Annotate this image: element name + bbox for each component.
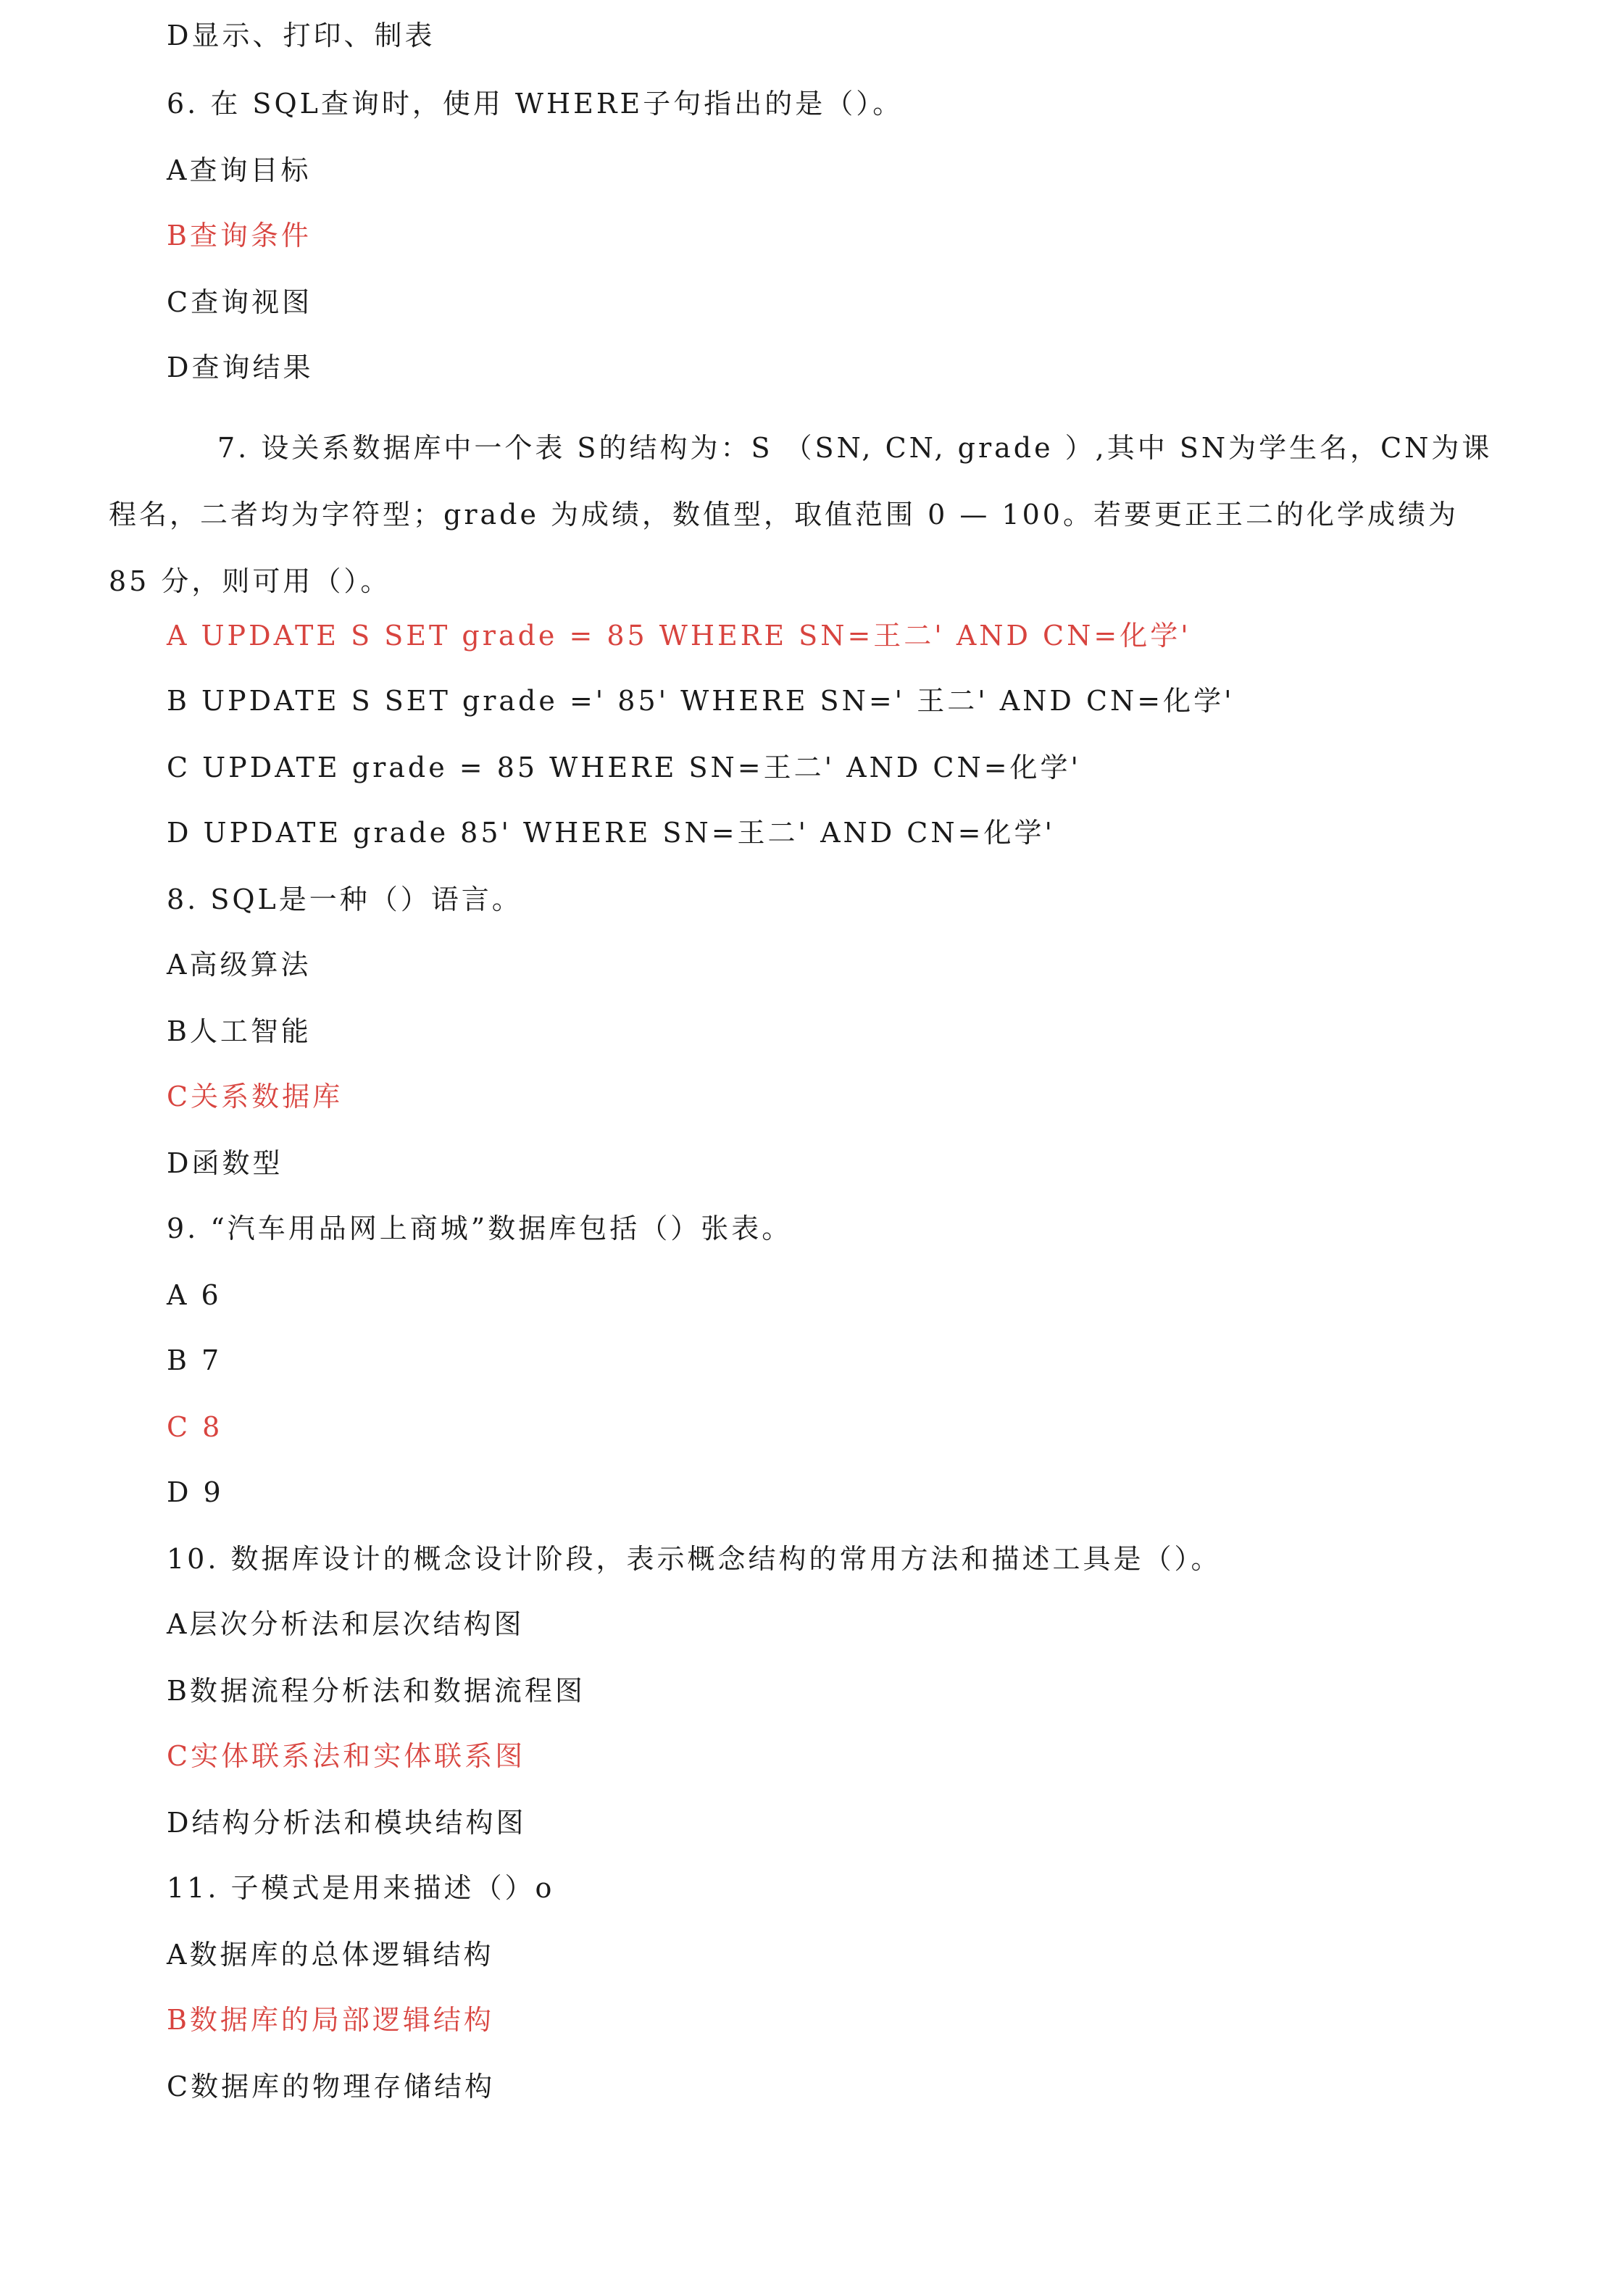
q9-option-c-answer: C 8 <box>167 1411 223 1443</box>
question-8: 8. SQL是一种（）语言。 <box>167 883 522 915</box>
q8-option-a: A高级算法 <box>167 949 312 981</box>
q10-option-a: A层次分析法和层次结构图 <box>167 1608 525 1640</box>
q8-option-c-answer: C关系数据库 <box>167 1081 343 1112</box>
q7-option-d: D UPDATE grade 85' WHERE SN=王二' AND CN=化学' <box>167 817 1055 849</box>
q7-option-c: C UPDATE grade = 85 WHERE SN=王二' AND CN=化学' <box>167 752 1081 783</box>
q6-option-a: A查询目标 <box>167 154 312 186</box>
q9-option-b: B 7 <box>167 1344 222 1376</box>
q7-option-a-answer: A UPDATE S SET grade = 85 WHERE SN=王二' AND CN=化学' <box>167 620 1191 652</box>
question-11: 11. 子模式是用来描述（）o <box>167 1872 555 1904</box>
q9-option-d: D 9 <box>167 1476 224 1508</box>
q6-option-b-answer: B查询条件 <box>167 220 312 251</box>
q11-option-a: A数据库的总体逻辑结构 <box>167 1939 494 1971</box>
q11-option-b-answer: B数据库的局部逻辑结构 <box>167 2004 494 2036</box>
q6-option-c: C查询视图 <box>167 286 313 318</box>
q10-option-c-answer: C实体联系法和实体联系图 <box>167 1740 526 1772</box>
q9-option-a: A 6 <box>167 1279 222 1311</box>
question-7: 7. 设关系数据库中一个表 S的结构为：S （SN, CN, grade ）,其中 SN为学生名，CN为课程名，二者均为字符型；grade 为成绩，数值型，取值范围 0 — 100。若要更正王二的化学成绩为 85 分，则可用（）。 <box>109 432 1493 597</box>
question-10: 10. 数据库设计的概念设计阶段，表示概念结构的常用方法和描述工具是（）。 <box>167 1543 1222 1575</box>
q8-option-d: D函数型 <box>167 1147 283 1179</box>
q11-option-c: C数据库的物理存储结构 <box>167 2071 496 2102</box>
q10-option-d: D结构分析法和模块结构图 <box>167 1807 527 1839</box>
q8-option-b: B人工智能 <box>167 1015 312 1047</box>
q5-option-d: D显示、打印、制表 <box>167 20 435 51</box>
q10-option-b: B数据流程分析法和数据流程图 <box>167 1675 585 1707</box>
q6-option-d: D查询结果 <box>167 352 314 383</box>
question-9: 9. “汽车用品网上商城”数据库包括（）张表。 <box>167 1213 793 1244</box>
q7-option-b: B UPDATE S SET grade =' 85' WHERE SN=' 王二' AND CN=化学' <box>167 685 1235 717</box>
question-6: 6. 在 SQL查询时，使用 WHERE子句指出的是（）。 <box>167 88 904 120</box>
